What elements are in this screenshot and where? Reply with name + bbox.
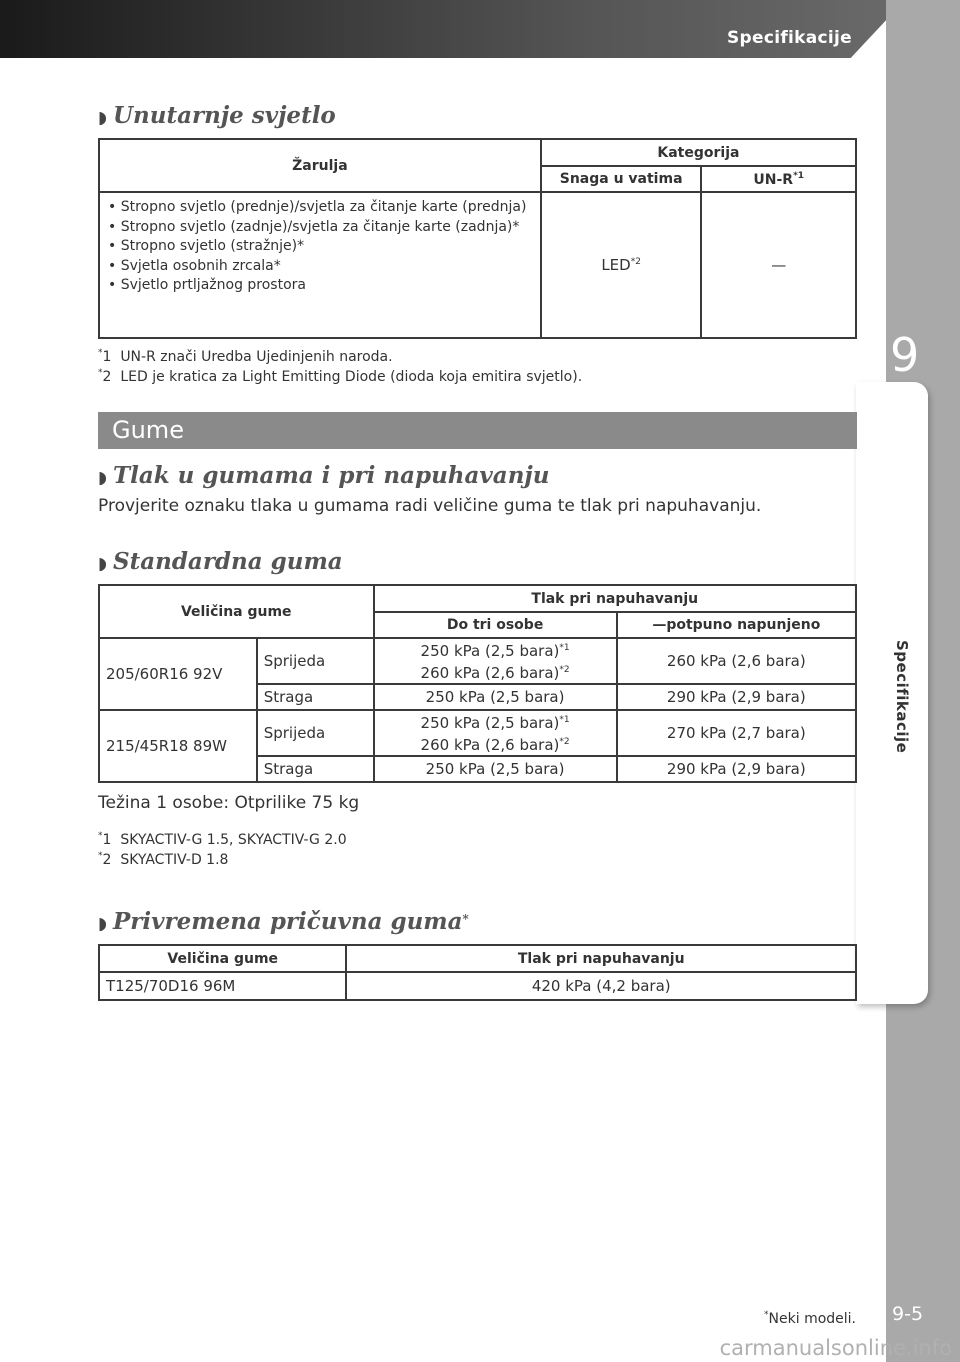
chapter-number: 9 xyxy=(890,328,920,382)
col-category: Kategorija xyxy=(541,139,856,166)
spare-col-pressure: Tlak pri napuhavanju xyxy=(346,945,856,972)
power-value: LED$^{*2}$ xyxy=(541,192,702,338)
col-size: Veličina gume xyxy=(99,585,374,638)
watermark: carmanualsonline.info xyxy=(719,1336,952,1360)
col-three: Do tri osobe xyxy=(374,612,617,638)
tires-section-bar xyxy=(98,412,857,449)
spare-size: T125/70D16 96M xyxy=(99,972,346,1000)
unr-value: — xyxy=(701,192,856,338)
bulb-list-cell xyxy=(99,192,541,338)
col-power: Snaga u vatima xyxy=(541,166,702,192)
standard-tire-heading: ◗ Standardna guma xyxy=(98,548,343,575)
chapter-tab-label: Specifikacije xyxy=(893,640,911,754)
list-item: • Stropno svjetlo (prednje)/svjetla za čitanje karte (prednja) xyxy=(108,199,527,215)
interior-footnote-2: *2 LED je kratica za Light Emitting Diode (dioda koja emitira svjetlo). xyxy=(98,368,583,385)
list-item: • Stropno svjetlo (zadnje)/svjetla za čitanje karte (zadnja)* xyxy=(108,218,520,235)
tire-footnote-2: *2 SKYACTIV-D 1.8 xyxy=(98,851,229,868)
spare-tire-heading: ◗ Privremena pričuvna guma* xyxy=(98,908,469,935)
front-full-value: 270 kPa (2,7 bara) xyxy=(617,710,856,756)
position-front: Sprijeda xyxy=(257,638,374,684)
footer-note: *Neki modeli. xyxy=(764,1310,856,1327)
front-full-value: 260 kPa (2,6 bara) xyxy=(617,638,856,684)
table-row xyxy=(99,638,856,684)
position-rear: Straga xyxy=(257,756,374,782)
front-three-value: 250 kPa (2,5 bara)$^{*1}$ 260 kPa (2,6 bara)$^{*2}$ xyxy=(374,638,617,684)
interior-light-table xyxy=(98,138,857,339)
col-bulb: Žarulja xyxy=(99,139,541,192)
section-marker-icon: ◗ xyxy=(98,108,107,128)
col-pressure: Tlak pri napuhavanju xyxy=(374,585,857,612)
pressure-text: Provjerite oznaku tlaka u gumama radi veličine guma te tlak pri napuhavanju. xyxy=(98,496,762,516)
rear-three-value: 250 kPa (2,5 bara) xyxy=(374,756,617,782)
position-front: Sprijeda xyxy=(257,710,374,756)
rear-three-value: 250 kPa (2,5 bara) xyxy=(374,684,617,710)
header-title: Specifikacije xyxy=(726,28,852,48)
front-three-value: 250 kPa (2,5 bara)$^{*1}$ 260 kPa (2,6 bara)$^{*2}$ xyxy=(374,710,617,756)
table-row xyxy=(99,972,856,1000)
standard-tire-table xyxy=(98,584,857,783)
tires-section-title: Gume xyxy=(112,416,184,444)
tire-size: 205/60R16 92V xyxy=(99,638,257,710)
interior-light-heading xyxy=(98,102,336,129)
interior-footnote-1: *1 UN-R znači Uredba Ujedinjenih naroda. xyxy=(98,348,393,365)
list-item: • Stropno svjetlo (stražnje)* xyxy=(108,238,305,254)
col-full: —potpuno napunjeno xyxy=(617,612,856,638)
interior-light-heading-text: Unutarnje svjetlo xyxy=(112,102,336,129)
weight-note: Težina 1 osobe: Otprilike 75 kg xyxy=(98,793,360,813)
spare-tire-table xyxy=(98,944,857,1001)
spare-col-size: Veličina gume xyxy=(99,945,346,972)
rear-full-value: 290 kPa (2,9 bara) xyxy=(617,684,856,710)
list-item: • Svjetla osobnih zrcala* xyxy=(108,257,281,274)
section-marker-icon: ◗ xyxy=(98,914,107,934)
col-unr: $UN-R^{*1}$ xyxy=(701,166,856,192)
position-rear: Straga xyxy=(257,684,374,710)
rear-full-value: 290 kPa (2,9 bara) xyxy=(617,756,856,782)
tire-size: 215/45R18 89W xyxy=(99,710,257,782)
chapter-tab[interactable] xyxy=(856,382,928,1004)
bulb-list xyxy=(106,198,534,296)
table-row xyxy=(99,710,856,756)
page-number: 9-5 xyxy=(892,1303,924,1325)
list-item: • Svjetlo prtljažnog prostora xyxy=(108,277,306,293)
spare-pressure: 420 kPa (4,2 bara) xyxy=(346,972,856,1000)
pressure-heading: ◗ Tlak u gumama i pri napuhavanju xyxy=(98,462,550,489)
tire-footnote-1: *1 SKYACTIV-G 1.5, SKYACTIV-G 2.0 xyxy=(98,831,347,848)
section-marker-icon: ◗ xyxy=(98,468,107,488)
section-marker-icon: ◗ xyxy=(98,554,107,574)
